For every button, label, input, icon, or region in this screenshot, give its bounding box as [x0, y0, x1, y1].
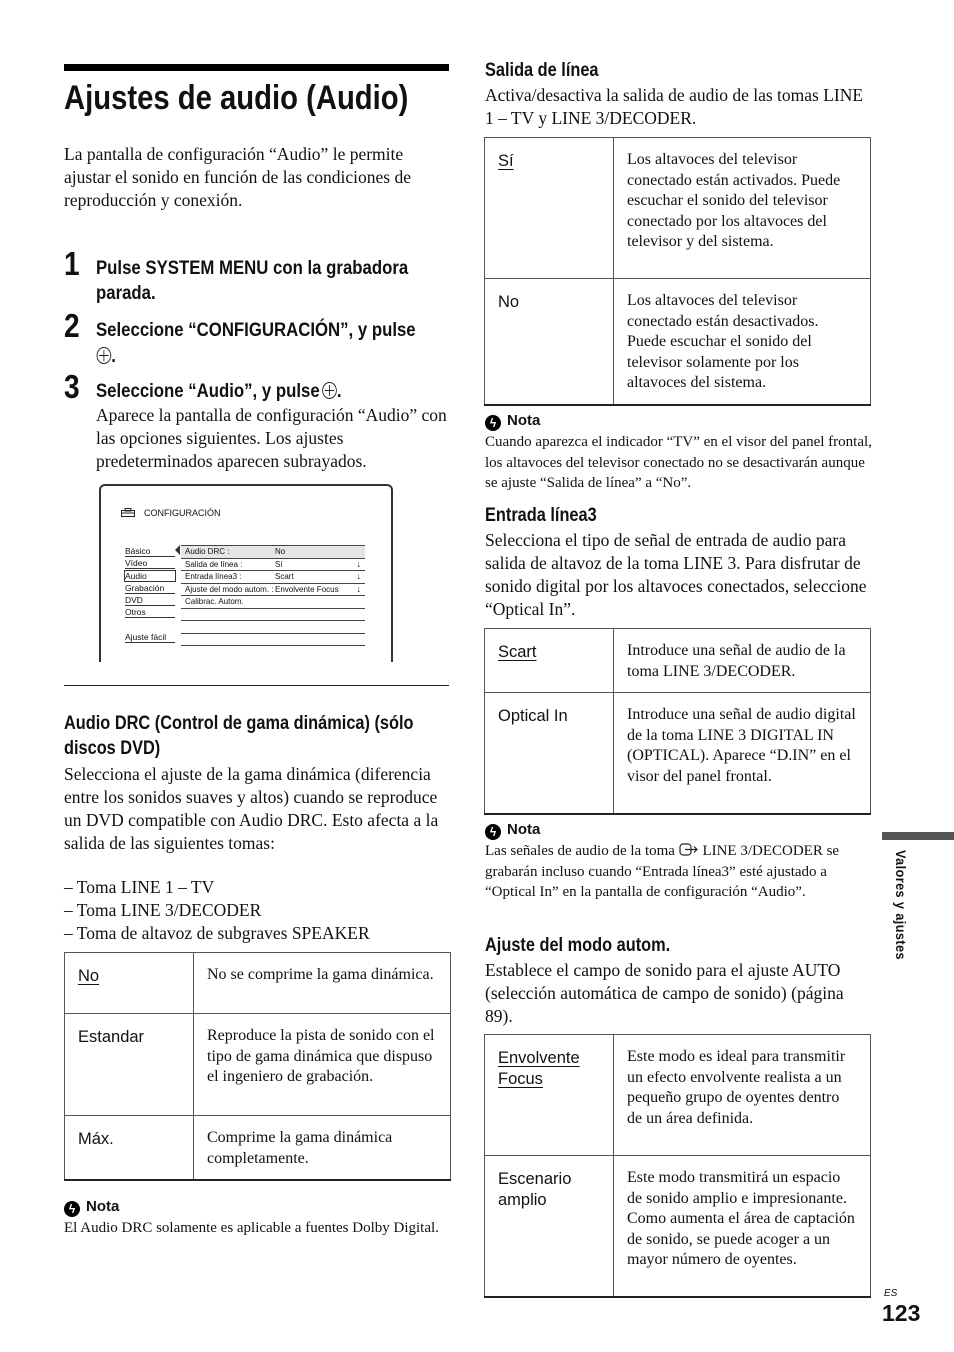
- section-tab-bar: [882, 832, 954, 840]
- salida-heading: Salida de línea: [485, 60, 599, 81]
- option-desc: Introduce una señal de audio de la toma LINE 3/DECODER.: [614, 629, 871, 693]
- page-number: 123: [882, 1300, 921, 1326]
- table-row: [485, 138, 871, 279]
- table-row: [485, 629, 871, 693]
- option-key: Scart: [485, 629, 614, 693]
- entrada-body: Selecciona el tipo de señal de entrada de audio para salida de altavoz de la toma LINE 3. Para disfrutar de sonido digital por los altavoces conectados, seleccione “Optical In”.: [485, 530, 867, 619]
- step-2-title: Seleccione “CONFIGURACIÓN”, y pulse: [96, 319, 416, 341]
- entrada-nota-text: Las señales de audio de la toma LINE 3/DECODER se grabarán incluso cuando “Entrada línea3” esté ajustado a “Optical In” en la pantalla de configuración “Audio”.: [485, 843, 840, 900]
- screen-menu-audio: Audio: [124, 570, 176, 582]
- table-row: [65, 1014, 451, 1116]
- table-row: [65, 953, 451, 1014]
- setup-screen-illustration: [99, 484, 391, 662]
- option-desc: Introduce una señal de audio digital de la toma LINE 3 DIGITAL IN (OPTICAL). Aparece “D.IN” en el visor del panel frontal.: [614, 693, 871, 814]
- salida-body: Activa/desactiva la salida de audio de las tomas LINE 1 – TV y LINE 3/DECODER.: [485, 85, 864, 128]
- drc-body: Selecciona el ajuste de la gama dinámica (diferencia entre los sonidos suaves y altos) cuando se reproduce un DVD compatible con Audio DRC. Esto afecta a la salida de las siguientes tomas:: [64, 764, 439, 853]
- drc-heading: Audio DRC (Control de gama dinámica) (sólo discos DVD): [64, 713, 414, 759]
- section-divider: [64, 685, 449, 686]
- screen-row: Audio DRC : No: [181, 545, 365, 559]
- screen-menu-basico: Básico: [125, 546, 175, 557]
- salida-nota-heading: ϟ Nota: [485, 411, 540, 431]
- step-number-3: 3: [64, 368, 80, 405]
- option-desc: No se comprime la gama dinámica.: [194, 953, 451, 1014]
- screen-row: Ajuste del modo autom. : Envolvente Focus ↓: [181, 584, 365, 597]
- drc-nota-heading: ϟ Nota: [64, 1197, 119, 1217]
- ajuste-heading: Ajuste del modo autom.: [485, 935, 671, 956]
- screen-row: Entrada línea3 : Scart ↓: [181, 571, 365, 584]
- option-key: Máx.: [65, 1116, 194, 1181]
- screen-row: Salida de línea : Sí ↓: [181, 559, 365, 572]
- enter-button-icon: [97, 347, 112, 364]
- screen-menu-grabacion: Grabación: [125, 583, 175, 594]
- screen-menu-otros: Otros: [125, 607, 175, 618]
- table-row: [485, 693, 871, 814]
- option-key: No: [485, 279, 614, 405]
- entrada-nota-heading: ϟ Nota: [485, 820, 540, 840]
- page-title: Ajustes de audio (Audio): [64, 79, 409, 117]
- drc-nota-text: El Audio DRC solamente es aplicable a fuentes Dolby Digital.: [64, 1220, 439, 1236]
- option-key: Sí: [485, 138, 614, 279]
- option-key: Estandar: [65, 1014, 194, 1116]
- option-desc: Este modo transmitirá un espacio de sonido amplio e impresionante. Como aumenta el área de captación de sonido, se puede acoger a un mayor número de oyentes.: [614, 1156, 871, 1297]
- table-row: [485, 279, 871, 405]
- drc-list-item: – Toma LINE 1 – TV: [64, 877, 215, 897]
- entrada-options-table: [484, 628, 871, 815]
- page-language: ES: [884, 1288, 898, 1299]
- option-desc: Este modo es ideal para transmitir un efecto envolvente realista a un pequeño grupo de oyentes dentro de un área definida.: [614, 1035, 871, 1156]
- option-key: No: [65, 953, 194, 1014]
- table-row: [65, 1116, 451, 1181]
- option-key: Optical In: [485, 693, 614, 814]
- table-row: [485, 1035, 871, 1156]
- option-key: Envolvente Focus: [485, 1035, 614, 1156]
- toolbox-icon: [121, 508, 135, 520]
- screen-settings-grid: [181, 545, 365, 646]
- input-jack-icon: [679, 843, 699, 856]
- screen-menu-video: Vídeo: [125, 558, 175, 569]
- entrada-heading: Entrada línea3: [485, 505, 597, 526]
- screen-row: [181, 634, 365, 647]
- table-row: [485, 1156, 871, 1297]
- step-3-title: Seleccione “Audio”, y pulse .: [96, 380, 342, 402]
- drc-list-item: – Toma de altavoz de subgraves SPEAKER: [64, 923, 370, 943]
- drc-options-table: [64, 952, 451, 1181]
- note-icon: ϟ: [485, 824, 501, 840]
- ajuste-body: Establece el campo de sonido para el ajuste AUTO (selección automática de campo de sonido) (página 89).: [485, 960, 844, 1026]
- section-tab-label: Valores y ajustes: [893, 850, 909, 960]
- screen-row: Calibrac. Autom.: [181, 596, 365, 609]
- option-key: Escenario amplio: [485, 1156, 614, 1297]
- step-1-title: Pulse SYSTEM MENU con la grabadora parada.: [96, 257, 409, 304]
- screen-row: [181, 621, 365, 634]
- screen-header: CONFIGURACIÓN: [144, 508, 221, 518]
- title-rule: [64, 64, 449, 71]
- option-desc: Comprime la gama dinámica completamente.: [194, 1116, 451, 1181]
- step-number-1: 1: [64, 245, 80, 282]
- note-icon: ϟ: [485, 415, 501, 431]
- step-number-2: 2: [64, 307, 80, 344]
- step-3-body: Aparece la pantalla de configuración “Audio” con las opciones siguientes. Los ajustes predeterminados aparecen subrayados.: [96, 405, 447, 471]
- ajuste-options-table: [484, 1034, 871, 1298]
- drc-list-item: – Toma LINE 3/DECODER: [64, 900, 262, 920]
- selection-pointer: [175, 545, 180, 555]
- salida-nota-text: Cuando aparezca el indicador “TV” en el visor del panel frontal, los altavoces del televisor conectado no se desactivarán aunque se ajuste “Salida de línea” a “No”.: [485, 434, 872, 491]
- note-icon: ϟ: [64, 1201, 80, 1217]
- screen-menu-dvd: DVD: [125, 595, 175, 606]
- salida-options-table: [484, 137, 871, 406]
- intro-text: La pantalla de configuración “Audio” le permite ajustar el sonido en función de las condiciones de reproducción y conexión.: [64, 144, 411, 210]
- option-desc: Reproduce la pista de sonido con el tipo de gama dinámica que dispuso el ingeniero de grabación.: [194, 1014, 451, 1116]
- option-desc: Los altavoces del televisor conectado están desactivados. Puede escuchar el sonido del televisor solamente por los altavoces del sistema.: [614, 279, 871, 405]
- screen-row: [181, 609, 365, 622]
- screen-menu-ajuste-facil: Ajuste fácil: [125, 632, 175, 643]
- step-2-title-end: .: [94, 344, 116, 369]
- option-desc: Los altavoces del televisor conectado están activados. Puede escuchar el sonido del televisor conectado por los altavoces del televisor y del sistema.: [614, 138, 871, 279]
- enter-button-icon: [322, 382, 337, 399]
